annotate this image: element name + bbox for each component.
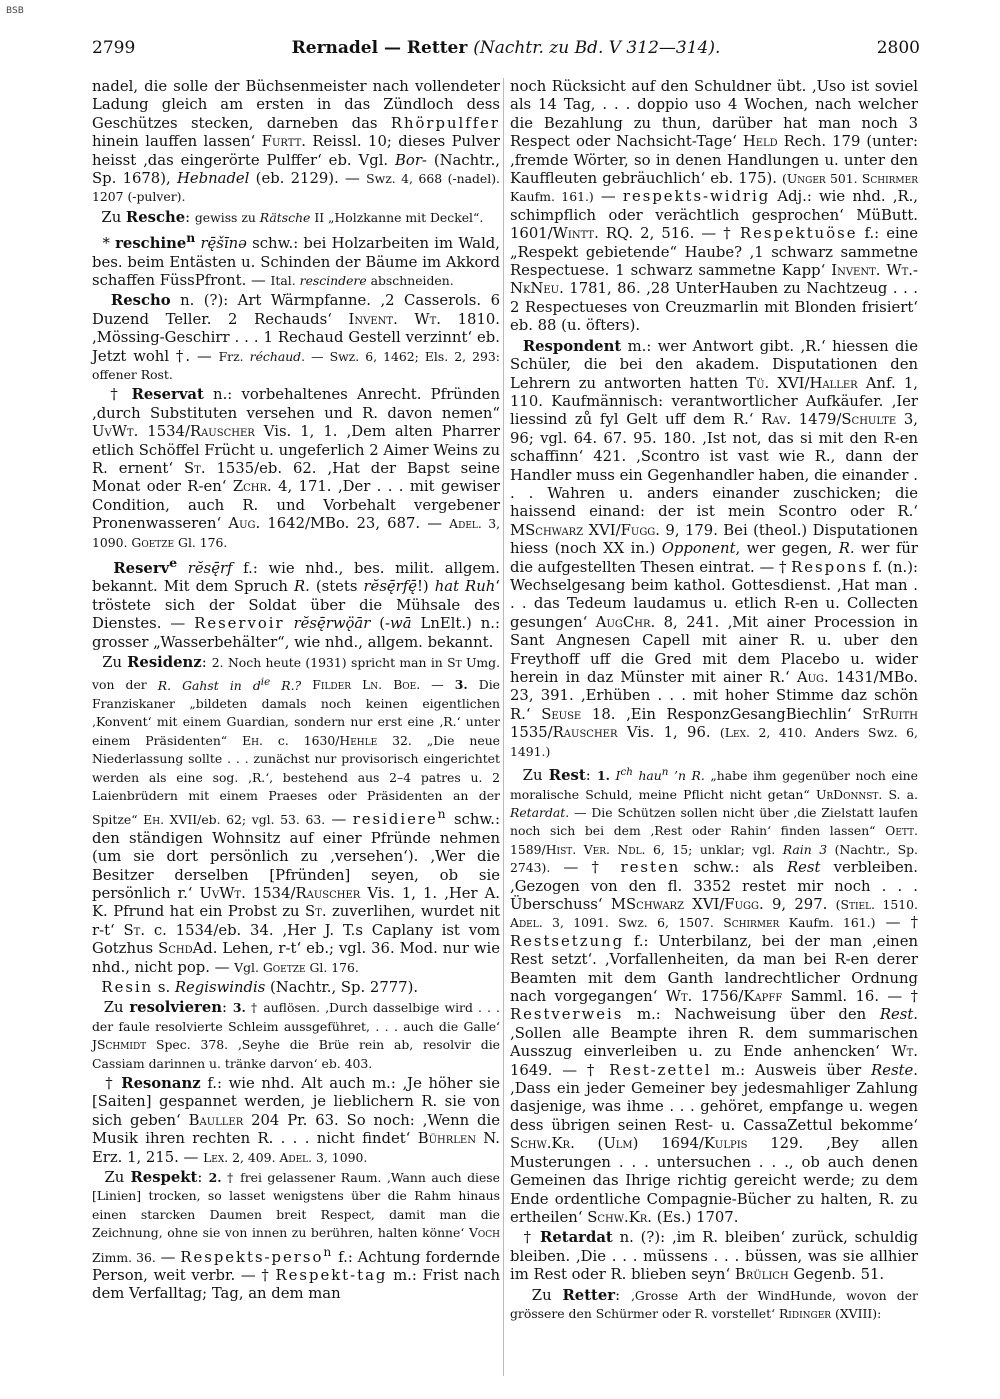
right-column xyxy=(510,78,918,1325)
dictionary-entry: Resin s. Regiswindis (Nachtr., Sp. 2777). xyxy=(101,978,419,996)
dictionary-entry: † Resonanz f.: wie nhd. Alt auch m.: ‚Je höher sie [Saiten] gespannet werden, je lieblichern R. sie von sich geben‘ Bauller 204 Pr. 63. So noch: ‚Wenn die Musik ihren rechten R. . . . nicht findet‘ Bührlen N. Erz. 1, 215. — Lex. 2, 409. Adel. 3, 1090. xyxy=(92,1075,501,1166)
dictionary-entry: Zu Respekt: 2. † frei gelassener Raum. ‚Wann auch diese [Linien] trocken, so lasset wenigstens über die Rahm hinaus einen starcken Daumen breit Respect, damit man die Zeichnung, ohne sie von innen zu berühren, halten könne‘ Voch Zimm. 36. — Respekts-perso$^n$ f.: Achtung fordernde Person, weit verbr. — † Respekt-tag m.: Frist nach dem Verfalltag; Tag, an dem man xyxy=(92,1169,501,1303)
dictionary-entry: nadel, die solle der Büchsenmeister nach vollendeter Ladung gleich am ersten in das Zündloch dess Geschützes stecken, darneben das Rhörpulffer hinein lauffen lassen‘ Furtt. Reissl. 10; dieses Pulver heisst ‚das eingerörte Pulffer‘ eb. Vgl. Bor- (Nachtr., Sp. 1678), Hebnadel (eb. 2129). — Swz. 4, 668 (-nadel). 1207 (-pulver). xyxy=(92,78,500,205)
running-title-words: Rernadel — Retter xyxy=(291,38,468,58)
page-header xyxy=(92,38,920,62)
dictionary-entry: Zu Resche: gewiss zu Rätsche II „Holzkanne mit Deckel“. xyxy=(92,208,484,226)
dictionary-entry: Reserv$^e$ rĕsę̄rf f.: wie nhd., bes. milit. allgem. bekannt. Mit dem Spruch R. (stets rĕsę̄rfę̄!) hat Ruh‘ tröstete sich der Soldat über die Mühsale des Dienstes. — Reservoir rĕsę̄rwǫ̈ār (-wā LnElt.) n.: grosser „Wasserbehälter“, wie nhd., allgem. bekannt. xyxy=(92,555,500,651)
page-number-left: 2799 xyxy=(92,38,136,58)
dictionary-entry: Zu Retter: ‚Grosse Arth der WindHunde, wovon der grössere den Schürmer oder R. vorstellet‘ Ridinger (XVIII): xyxy=(510,1286,918,1321)
column-divider xyxy=(503,78,504,1376)
dictionary-entry: noch Rücksicht auf den Schuldner übt. ‚Uso ist soviel als 14 Tag, . . . doppio uso 4 Wochen, nach welcher die Bezahlung zu thun, darüber hat man noch 3 Respect oder Nachsicht-Tage‘ Held Rech. 179 (unter: ‚fremde Wörter, so in denen Handlungen u. unter den Kauffleuten gebräuchlich‘ eb. 175). (Unger 501. Schirmer Kaufm. 161.) — respekts-widrig Adj.: wie nhd. ‚R., schimpflich oder verächtlich gesprochen‘ MüButt. 1601/Wintt. RQ. 2, 516. — † Respektuöse f.: eine „Respekt gebietende“ Haube? ‚1 schwarz sammetne Respectuese. 1 schwarz sammetne Kapp‘ Invent. Wt.-NkNeu. 1781, 86. ‚28 UnterHauben zu Nachtzeug . . . 2 Respectueses von Creuzmarlin mit Blonden frisiert‘ eb. 88 (u. öfters). xyxy=(510,78,919,335)
dictionary-entry: Respondent m.: wer Antwort gibt. ‚R.‘ hiessen die Schüler, die bei den akadem. Disputationen den Lehrern zu antworten hatten Tü. XVI/Haller Anf. 1, 110. Kaufmännisch: verantwortlicher Aufkäufer. ‚Ier liessind zů fyl Gelt uff dem R.‘ Rav. 1479/Schulte 3, 96; vgl. 64. 67. 95. 180. ‚Ist not, das si mit den R-en schaffinn‘ 421. ‚Scontro ist vast wie R., dann der Handler muss ein Gegenhandler haben, die einander . . . Wahren u. anders einander zuschicken; die haissend einand: der ist mein Scontro oder R.‘ MSchwarz XVI/Fugg. 9, 179. Bei (theol.) Disputationen hiess (noch XX in.) Opponent, wer gegen, R. wer für die aufgestellten Thesen eintrat. — † Respons f. (n.): Wechselgesang beim kathol. Gottesdienst. ‚Hat man . . . das Tedeum laudamus u. etlich R-en u. Collecten gesungen‘ AugChr. 8, 241. ‚Mit ainer Procession in Sant Angnesen Capell mit ainer R. u. uber den Freythoff uff die Gred mit dem Placebo u. wider herein in daz Münster mit ainer R.‘ Aug. 1431/MBo. 23, 391. ‚Erhüben . . . mit hoher Stimme daz schön R.‘ Seuse 18. ‚Ein ResponzGesangBiechlin‘ StRuith 1535/Rauscher Vis. 1, 96. (Lex. 2, 410. Anders Swz. 6, 1491.) xyxy=(510,337,918,759)
dictionary-entry: Rescho n. (?): Art Wärmpfanne. ‚2 Casserols. 6 Duzend Teller. 2 Rechauds‘ Invent. Wt. 1810. ‚Mössing-Geschirr . . . 1 Rechaud Gestell verzinnt‘ eb. Jetzt wohl †. — Frz. réchaud. — Swz. 6, 1462; Els. 2, 293: offener Rost. xyxy=(92,292,500,383)
left-column xyxy=(92,78,500,1306)
running-title-note: (Nachtr. zu Bd. V 312—314). xyxy=(473,38,721,58)
page-number-right: 2800 xyxy=(876,38,920,58)
dictionary-entry: * reschine$^n$ rę̄šīnə schw.: bei Holzarbeiten im Wald, bes. beim Entästen u. Schinden der Bäume im Akkord schaffen FüssPfront. — Ital. rescindere abschneiden. xyxy=(92,230,500,289)
dictionary-entry: Zu Rest: 1. $I^{ch}$ hau$^n$ ’n R. „habe ihm gegenüber noch eine moralische Schuld, meine Pflicht nicht getan“ UrDonnst. S. a. Retardat. — Die Schützen sollen nicht über ‚die Zielstatt laufen noch sich bei dem ‚Rest oder Rahin‘ finden lassen“ Oett. 1589/Hist. Ver. Ndl. 6, 15; unklar; vgl. Rain 3 (Nachtr., Sp. 2743). — † resten schw.: als Rest verbleiben. ‚Gezogen von den fl. 3352 restet mir noch . . . Überschuss‘ MSchwarz XVI/Fugg. 9, 297. (Stiel. 1510. Adel. 3, 1091. Swz. 6, 1507. Schirmer Kaufm. 161.) — † Restsetzung f.: Unterbilanz, bei der man ‚einen Rest setzt‘. ‚Vorfallenheiten, da man bei R-en derer Beamten mit dem Ganth landrechtlicher Ordnung nach vorgegangen‘ Wt. 1756/Kapff Samml. 16. — † Restverweis m.: Nachweisung über den Rest. ‚Sollen alle Beampte ihren R. dem summarischen Ausszug einverleiben u. zu Ende anhencken‘ Wt. 1649. — † Rest-zettel m.: Ausweis über Reste. ‚Dass ein jeder Gemeiner bey jedesmahliger Zahlung dasjenige, was ihme . . . gehöret, empfange u. wegen dess übrigen seinen Rest- u. CassaZettul bekomme‘ Schw.Kr. (Ulm) 1694/Kulpis 129. ‚Bey allen Musterungen . . . untersuchen . . ., ob auch denen Gemeinen das Ihrige richtig gereicht werde; zu dem Ende ordentliche Compagnie-Bücher zu halten, R. zu ertheilen‘ Schw.Kr. (Es.) 1707. xyxy=(510,766,918,1226)
dictionary-entry: Zu Residenz: 2. Noch heute (1931) spricht man in St Umg. von der R. Gahst in $d^{ie}$ R.? Filder Ln. Boe. — 3. Die Franziskaner „bildeten damals noch keinen eigentlichen ‚Konvent‘ mit einem Guardian, sondern nur erst eine ‚R.‘ unter einem Präsidenten“ Eh. c. 1630/Hehle 32. „Die neue Niederlassung sollte . . . zunächst nur provisorisch eingerichtet werden als eine sog. ‚R.‘, bestehend aus 2–4 patres u. 2 Laienbrüdern mit einem Praeses oder Präsidenten an der Spitze“ Eh. XVII/eb. 62; vgl. 53. 63. — residiere$^n$ schw.: den ständigen Wohnsitz auf einer Pfründe nehmen (um sie dort persönlich zu ‚versehen‘). ‚Wer die Besitzer derselben [Pfründen] seyen, ob sie persönlich r.‘ UvWt. 1534/Rauscher Vis. 1, 1. ‚Her A. K. Pfrund hat ein Probst zu St. zuverlihen, wurdet nit r-t‘ St. c. 1534/eb. 34. ‚Her J. T.s Caplany ist vom Gotzhus SchdAd. Lehen, r-t‘ eb.; vgl. 36. Mod. nur wie nhd., nicht pop. — Vgl. Goetze Gl. 176. xyxy=(92,654,501,976)
dictionary-entry: † Retardat n. (?): ‚im R. bleiben‘ zurück, schuldig bleiben. ‚Die . . . müssens . . . büssen, was sie allhier im Rest oder R. blieben seyn‘ Brülich Gegenb. 51. xyxy=(510,1229,918,1284)
dictionary-entry: Zu resolvieren: 3. † auflösen. ‚Durch dasselbige wird . . . der faule resolvierte Schleim aussgeführet, . . . auch die Galle‘ JSchmidt Spec. 378. ‚Seyhe die Brüe rein ab, resolvir die Cassiam darinnen u. tränke darvon‘ eb. 403. xyxy=(92,999,500,1071)
dictionary-entry: † Reservat n.: vorbehaltenes Anrecht. Pfründen ‚durch Substituten versehen und R. davon nemen“ UvWt. 1534/Rauscher Vis. 1, 1. ‚Dem alten Pharrer etlich Schöffel Frücht u. ungeferlich 2 Aimer Weins zu R. ernent‘ St. 1535/eb. 62. ‚Hat der Bapst seine Monat oder R-en‘ Zchr. 4, 171. ‚Der . . . mit gewiser Condition, auch R. und Vorbehalt vergebener Pronenwasseren‘ Aug. 1642/MBo. 23, 687. — Adel. 3, 1090. Goetze Gl. 176. xyxy=(92,386,501,550)
running-title xyxy=(92,38,920,58)
library-stamp: BSB xyxy=(6,6,24,16)
